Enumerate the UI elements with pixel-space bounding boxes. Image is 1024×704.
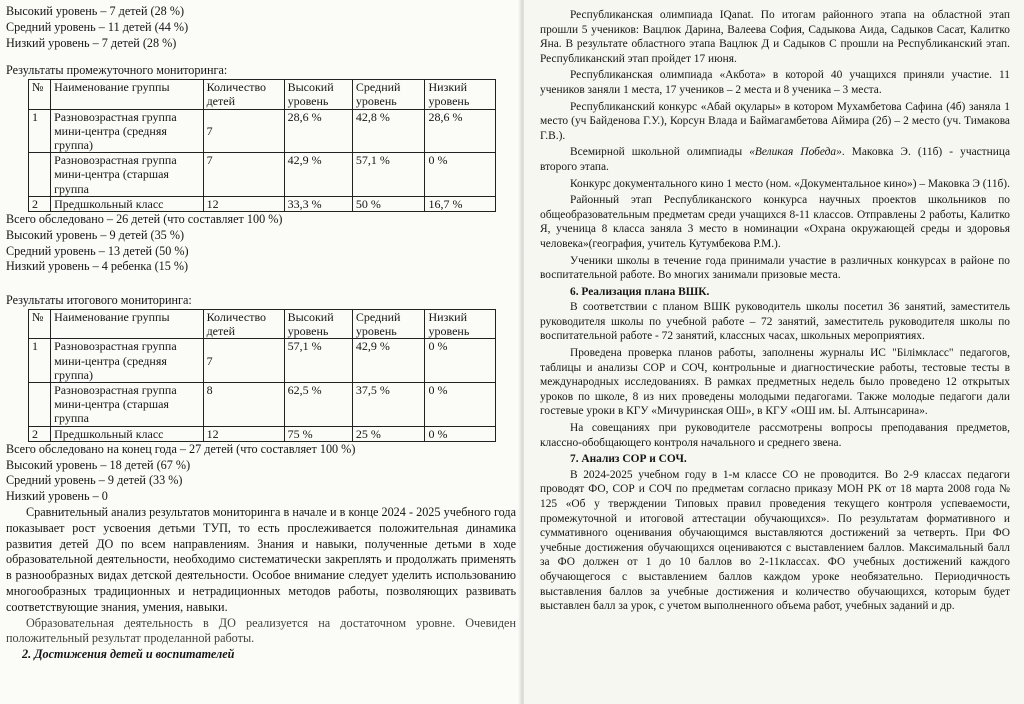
paragraph-iqanat: Республиканская олимпиада IQanat. По итогам районного этапа на областной этап прошли 5 учеников: Вацлюк Дарина, Валеева София, Садыкова Аида, Садыков Сасат, Калитко Яна. В результате областного этапа Вацлюк Д и Садыков С прошли на Республиканский этап. Республиканский этап пройдет 17 июня. [540, 9, 1010, 65]
intermediate-total: Всего обследовано – 26 детей (что составляет 100 %) [6, 212, 283, 227]
cell-mid: 42,9 % [352, 339, 425, 383]
top-level-high: Высокий уровень – 7 детей (28 %) [6, 4, 185, 18]
conclusion-paragraph: Образовательная деятельность в ДО реализуется на достаточном уровне. Очевиден положительный результат проделанной работы. [6, 615, 516, 646]
cell-high: 33,3 % [284, 196, 352, 211]
cell-high: 42,9 % [284, 153, 352, 197]
olympiad-tail: . Маковка Э. (11б) - участница второго этапа. [540, 146, 1010, 173]
cell-num: 1 [29, 109, 51, 153]
right-page [524, 0, 1024, 704]
paragraph-akbota: Республиканская олимпиада «Акбота» в которой 40 учащихся приняли участие. 11 учеников заняли 1 места, 17 учеников – 2 места и 8 ученика – 3 места. [540, 69, 1010, 96]
intermediate-low: Низкий уровень – 4 ребенка (15 %) [6, 259, 189, 274]
cell-group: Разновозрастная группа мини-центра (средняя группа) [51, 339, 204, 383]
cell-low: 0 % [425, 153, 496, 197]
final-caption: Результаты итогового мониторинга: [6, 293, 192, 308]
cell-count: 7 [203, 339, 284, 383]
cell-num: 2 [29, 196, 51, 211]
header-low: Низкий уровень [425, 80, 496, 109]
header-count: Количество детей [203, 310, 284, 339]
cell-count: 12 [203, 426, 284, 441]
paragraph-sor-soch: В 2024-2025 учебном году в 1-м классе СО не проводится. Во 2-9 классах педагоги проводят ФО, СОР и СОЧ по предметам согласно приказу МОН РК от 18 марта 2008 года № 125 «Об у тверждении Типовых правил проведения текущего контроля успеваемости, промежуточной и итоговой аттестации обучающихся». По результатам формативного и суммативного оценивания обучающимся выставляются достижений за четверть. При ФО учебные достижения обучающихся оцениваются с выставлением баллов. Максимальный балл за ФО должен от 1 до 10 баллов во 2-11классах. ФО учебных достижений каждого обучающегося с выставлением баллов каждом уроке необязательно. Периодичность выставления баллов за учебные достижения и количество обучающихся, которым будет выставлен балл за урок, с учетом выполненного объема работ, учебных заданий и др. [540, 468, 1010, 613]
cell-num: 1 [29, 339, 51, 383]
intermediate-caption: Результаты промежуточного мониторинга: [6, 63, 228, 78]
cell-group: Предшкольный класс [51, 426, 204, 441]
cell-low: 0 % [425, 339, 496, 383]
paragraph-science-projects: Районный этап Республиканского конкурса научных проектов школьников по общеобразовательным предметам среди учащихся 8-11 классов. Отправлены 2 работы, Калитко Я, ученица 8 класса заняла 3 место в номинации «Охрана окружающей среды и здоровья человека»(география, учитель Кутумбекова Р.М.). [540, 194, 1010, 250]
top-level-mid: Средний уровень – 11 детей (44 %) [6, 19, 189, 34]
intermediate-mid: Средний уровень – 13 детей (50 %) [6, 243, 189, 258]
olympiad-title: «Великая Победа» [749, 146, 842, 159]
cell-count: 12 [203, 196, 284, 211]
olympiad-lead: Всемирной школьной олимпиады [570, 146, 750, 159]
final-high: Высокий уровень – 18 детей (67 %) [6, 457, 191, 472]
cell-mid: 25 % [352, 426, 425, 441]
cell-count: 8 [203, 383, 284, 427]
final-mid: Средний уровень – 9 детей (33 %) [6, 473, 183, 488]
cell-mid: 57,1 % [352, 153, 425, 197]
cell-num: 2 [29, 426, 51, 441]
table-row [29, 383, 496, 427]
cell-count: 7 [203, 153, 284, 197]
cell-low: 28,6 % [425, 109, 496, 153]
cell-high: 75 % [284, 426, 352, 441]
cell-mid: 37,5 % [352, 383, 425, 427]
header-count: Количество детей [203, 80, 284, 109]
header-mid: Средний уровень [352, 80, 425, 109]
cell-high: 57,1 % [284, 339, 352, 383]
paragraph-olympiad-victory [540, 145, 1010, 174]
header-num: № [29, 80, 51, 109]
intermediate-table [28, 79, 496, 212]
paragraph-documentary: Конкурс документального кино 1 место (ном. «Документальное кино») – Маковка Э (11б). [570, 177, 1010, 190]
final-total: Всего обследовано на конец года – 27 детей (что составляет 100 %) [6, 441, 356, 456]
table-row [29, 339, 496, 383]
paragraph-meetings: На совещаниях при руководителе рассмотрены вопросы преподавания предметов, классно-обобщающего контроля начального и среднего звена. [540, 422, 1010, 449]
top-level-low: Низкий уровень – 7 детей (28 %) [6, 35, 177, 50]
cell-low: 16,7 % [425, 196, 496, 211]
header-low: Низкий уровень [425, 310, 496, 339]
table-header-row [29, 310, 496, 339]
header-num: № [29, 310, 51, 339]
cell-group: Разновозрастная группа мини-центра (старшая группа [51, 153, 204, 197]
header-high: Высокий уровень [284, 310, 352, 339]
cell-mid: 50 % [352, 196, 425, 211]
paragraph-abai: Республиканский конкурс «Абай оқулары» в котором Мухамбетова Сафина (4б) заняла 1 место (уч Байденова Г.У.), Корсун Влада и Баймагамбетова Аймира (2б) – 2 место (уч. Тимакова Г.В.). [540, 100, 1010, 142]
analysis-paragraph: Сравнительный анализ результатов мониторинга в начале и в конце 2024 - 2025 учебного года показывает рост усвоения детьми ТУП, то есть прослеживается положительная динамика развития детей ДО по всем направлениям. Знания и навыки, полученные детьми в ходе образовательной деятельности, необходимо систематически закреплять и продолжать применять в разнообразных видах детской деятельности. Особое внимание следует уделить использованию многообразных традиционных и нетрадиционных методов работы, позволяющих развивать соответствующие знания, умения, навыки. [6, 505, 516, 614]
header-group: Наименование группы [51, 80, 204, 109]
cell-high: 62,5 % [284, 383, 352, 427]
cell-num [29, 383, 51, 427]
paragraph-vshk-visits: В соответствии с планом ВШК руководитель школы посетил 36 занятий, заместитель руководителя школы по учебной работе – 72 занятий, заместитель руководителя школы по воспитательной работе - 72 занятий, классных часах, школьных мероприятиях. [540, 301, 1010, 343]
cell-num [29, 153, 51, 197]
cell-low: 0 % [425, 383, 496, 427]
header-high: Высокий уровень [284, 80, 352, 109]
header-mid: Средний уровень [352, 310, 425, 339]
table-row [29, 196, 496, 211]
cell-high: 28,6 % [284, 109, 352, 153]
table-header-row [29, 80, 496, 109]
cell-group: Предшкольный класс [51, 196, 204, 211]
section-title-vshk: 6. Реализация плана ВШК. [570, 285, 710, 298]
final-table [28, 309, 496, 442]
section-title-achievements: 2. Достижения детей и воспитателей [22, 647, 235, 662]
paragraph-vshk-checks: Проведена проверка планов работы, заполнены журналы ИС "Білімкласс" педагогов, таблицы и анализы СОР и СОЧ, контрольные и диагностические работы, тестовые тесты в международных исследованиях. В рамках предметных недель было проведено 12 открытых уроков по школе, 8 из них проведены молодыми педагогами. Также молодые педагоги дали гостевые уроки в КГУ «Мичуринская ОШ», в КГУ «ОШ им. Ы. Алтынсарина». [540, 347, 1010, 418]
paragraph-contests: Ученики школы в течение года принимали участие в различных конкурсах в районе по воспитательной работе. Во многих занимали призовые места. [540, 254, 1010, 282]
cell-group: Разновозрастная группа мини-центра (средняя группа) [51, 109, 204, 153]
table-row [29, 109, 496, 153]
intermediate-high: Высокий уровень – 9 детей (35 %) [6, 227, 185, 242]
table-row [29, 426, 496, 441]
header-group: Наименование группы [51, 310, 204, 339]
cell-count: 7 [203, 109, 284, 153]
cell-mid: 42,8 % [352, 109, 425, 153]
final-low: Низкий уровень – 0 [6, 489, 108, 504]
section-title-sor-soch: 7. Анализ СОР и СОЧ. [570, 453, 687, 466]
table-row [29, 153, 496, 197]
cell-group: Разновозрастная группа мини-центра (старшая группа [51, 383, 204, 427]
cell-low: 0 % [425, 426, 496, 441]
